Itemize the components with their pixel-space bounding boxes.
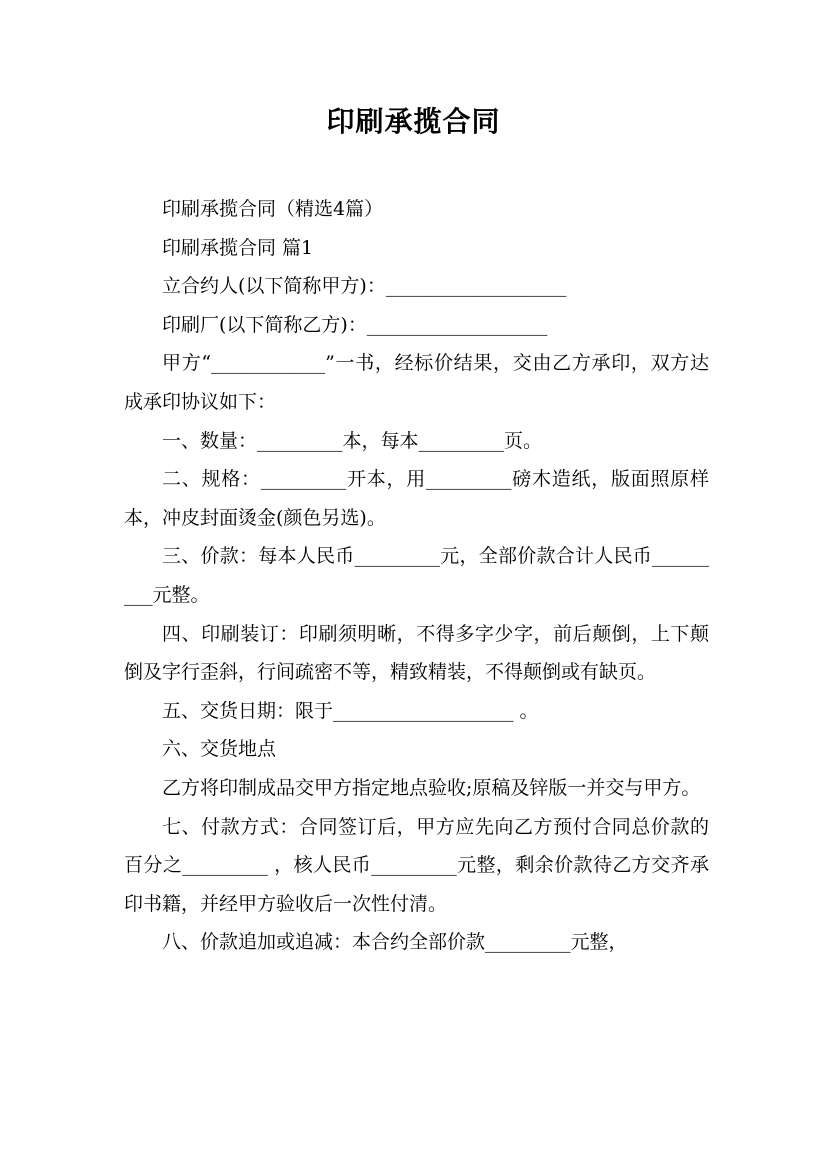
paragraph-party-a: 立合约人(以下简称甲方)：___________________: [162, 275, 567, 298]
paragraph-specification: 二、规格：_________开本，用_________磅木造纸，版面照原样本，冲皮封面烫金(颜色另选)。: [124, 468, 709, 529]
paragraph-intro: 甲方“____________”一书，经标价结果，交由乙方承印，双方达成承印协议如下：: [124, 352, 709, 413]
paragraph-payment: 七、付款方式：合同签订后，甲方应先向乙方预付合同总价款的百分之_________ ，核人民币_________元整，剩余价款待乙方交齐承印书籍，并经甲方验收后一次性付清。: [124, 815, 709, 915]
paragraph-acceptance: 乙方将印制成品交甲方指定地点验收;原稿及锌版一并交与甲方。: [162, 776, 701, 799]
paragraph-quantity: 一、数量：_________本，每本_________页。: [162, 429, 543, 452]
document-title: 印刷承揽合同: [326, 105, 501, 138]
paragraph-price-adjustment: 八、价款追加或追减：本合约全部价款_________元整，: [162, 931, 628, 954]
paragraph-subtitle: 印刷承揽合同（精选4篇）: [162, 198, 384, 220]
document-body: [124, 190, 709, 962]
paragraph-delivery-date: 五、交货日期：限于___________________ 。: [162, 699, 539, 722]
paragraph-price: 三、价款：每本人民币_________元，全部价款合计人民币_________元整。: [124, 545, 709, 606]
paragraph-printing-binding: 四、印刷装订：印刷须明晰，不得多字少字，前后颠倒，上下颠倒及字行歪斜，行间疏密不等，精致精装，不得颠倒或有缺页。: [124, 622, 709, 684]
paragraph-section-heading: 印刷承揽合同 篇1: [162, 236, 314, 259]
paragraph-delivery-place: 六、交货地点: [162, 738, 277, 761]
paragraph-party-b: 印刷厂(以下简称乙方)：___________________: [162, 313, 548, 336]
